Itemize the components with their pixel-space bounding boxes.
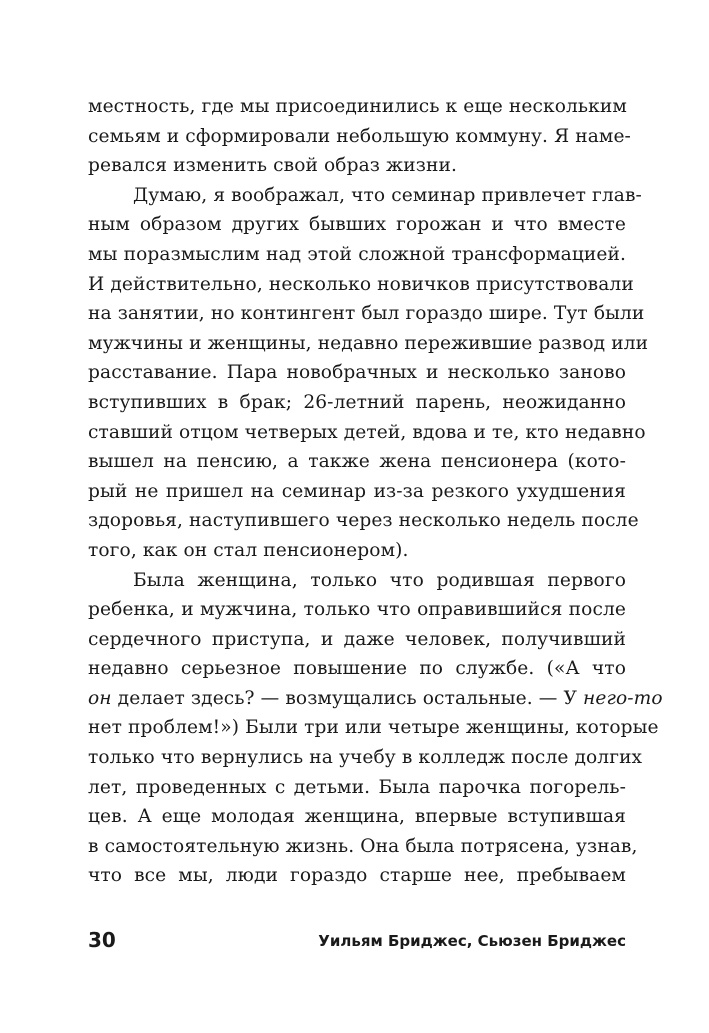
text-line	[88, 684, 663, 714]
text-line: нет проблем!») Были три или четыре женщины, которые	[88, 717, 659, 739]
text-line: вышел на пенсию, а также жена пенсионера (кото-	[88, 451, 626, 473]
text-line: Думаю, я воображал, что семинар привлечет глав-	[133, 184, 642, 206]
text-line: вступивших в брак; 26-летний парень, неожиданно	[88, 391, 626, 413]
text-line: здоровья, наступившего через несколько недель после	[88, 510, 639, 532]
text-line: недавно серьезное повышение по службе. («А что	[88, 658, 626, 680]
text-line: ревался изменить свой образ жизни.	[88, 155, 457, 177]
text-line: ным образом других бывших горожан и что вместе	[88, 214, 626, 236]
running-head-authors: Уильям Бриджес, Сьюзен Бриджес	[318, 932, 626, 950]
text-line: мы поразмыслим над этой сложной трансформацией.	[88, 243, 626, 265]
page-body	[88, 92, 663, 891]
text-line: семьям и сформировали небольшую коммуну. Я наме-	[88, 125, 631, 147]
text-line: лет, проведенных с детьми. Была парочка погорель-	[88, 776, 626, 798]
text-line: в самостоятельную жизнь. Она была потрясена, узнав,	[88, 835, 638, 857]
text-line: сердечного приступа, и даже человек, получивший	[88, 628, 626, 650]
text-run: делает здесь? — возмущались остальные. — У	[111, 687, 584, 709]
text-line: Была женщина, только что родившая первого	[133, 569, 626, 591]
text-line: ставший отцом четверых детей, вдова и те, кто недавно	[88, 421, 646, 443]
text-line: И действительно, несколько новичков присутствовали	[88, 273, 634, 295]
text-line: что все мы, люди гораздо старше нее, пребываем	[88, 865, 626, 887]
text-line: ребенка, и мужчина, только что оправившийся после	[88, 599, 626, 621]
text-line: только что вернулись на учебу в колледж после долгих	[88, 747, 643, 769]
text-line: мужчины и женщины, недавно пережившие развод или	[88, 332, 649, 354]
text-line: расставание. Пара новобрачных и несколько заново	[88, 362, 626, 384]
text-line: того, как он стал пенсионером).	[88, 539, 409, 561]
page-footer	[88, 926, 626, 954]
italic-emphasis: он	[88, 687, 112, 709]
italic-emphasis: него-то	[583, 687, 663, 709]
page-number: 30	[88, 928, 116, 952]
text-line: местность, где мы присоединились к еще нескольким	[88, 96, 627, 117]
text-line: цев. А еще молодая женщина, впервые вступившая	[88, 806, 626, 828]
text-line: рый не пришел на семинар из-за резкого ухудшения	[88, 480, 626, 502]
text-line: на занятии, но контингент был гораздо шире. Тут были	[88, 303, 645, 325]
